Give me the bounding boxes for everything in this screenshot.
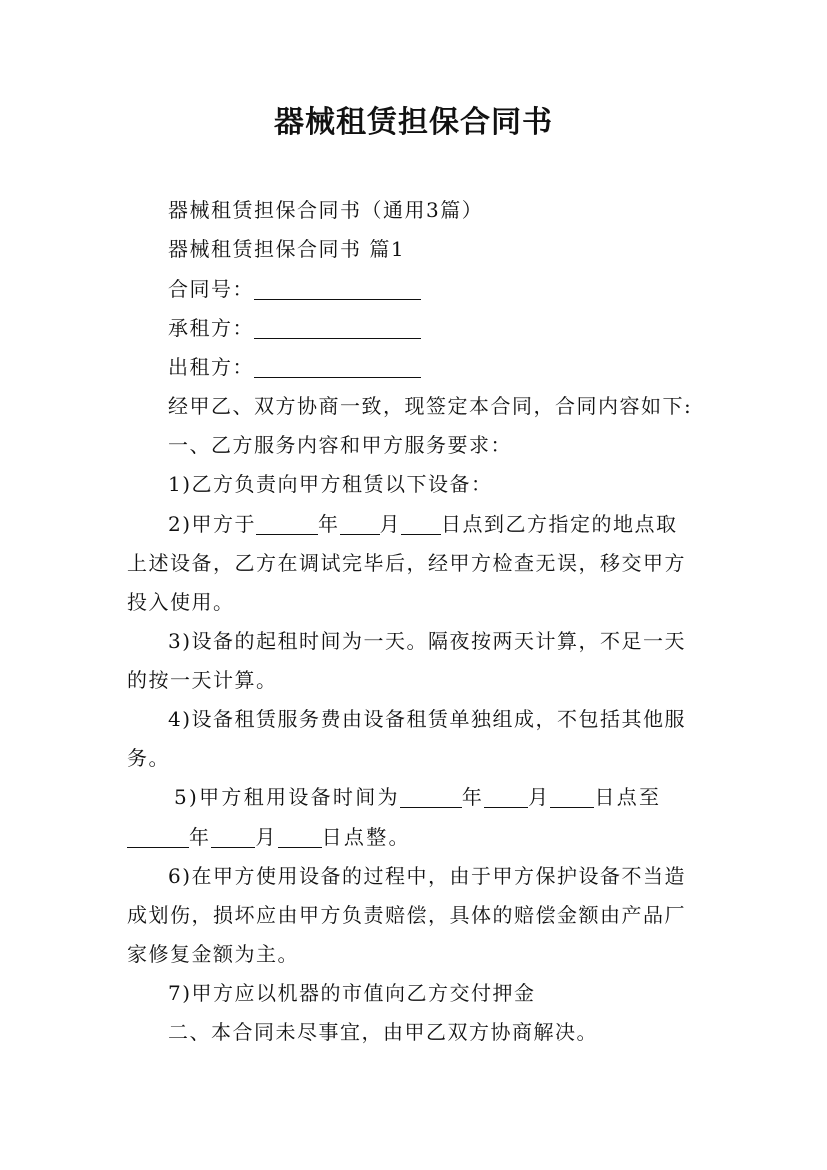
intro-paragraph: 经甲乙、双方协商一致，现签定本合同，合同内容如下:	[168, 394, 693, 418]
item-5-text-g: 日点整。	[321, 825, 411, 849]
start-day-blank	[550, 781, 594, 808]
item-7: 7)甲方应以机器的市值向乙方交付押金	[168, 981, 536, 1005]
item-5-text-d: 日点至	[594, 785, 662, 809]
item-3-line-2: 的按一天计算。	[127, 668, 278, 692]
day-blank	[401, 508, 441, 535]
item-6-line-1: 6)在甲方使用设备的过程中，由于甲方保护设备不当造	[168, 864, 687, 888]
document-title: 器械租赁担保合同书	[274, 105, 553, 140]
lessee-label: 承租方：	[168, 316, 254, 340]
contract-number-blank	[254, 273, 421, 300]
item-4-line-1: 4)设备租赁服务费由设备租赁单独组成，不包括其他服	[168, 707, 687, 731]
contract-number-field	[168, 270, 421, 308]
lessor-field	[168, 348, 421, 386]
item-2-month-label: 月	[379, 512, 402, 536]
item-2-year-label: 年	[318, 512, 340, 536]
contract-number-label: 合同号：	[168, 277, 254, 301]
item-5-end-year-label: 年	[189, 825, 212, 849]
item-2-line-1	[168, 505, 678, 543]
item-5-text-a: 5)甲方租用设备时间为	[174, 785, 400, 809]
part1-heading: 一、乙方服务内容和甲方服务要求：	[168, 433, 512, 457]
item-6-line-3: 家修复金额为主。	[127, 942, 299, 966]
year-blank	[256, 508, 318, 535]
item-5-line-1	[174, 778, 661, 816]
month-blank	[340, 508, 380, 535]
item-5-end-month-label: 月	[255, 825, 278, 849]
document-subtitle: 器械租赁担保合同书（通用3篇）	[168, 198, 484, 222]
item-5-month-label: 月	[528, 785, 551, 809]
section-heading: 器械租赁担保合同书 篇1	[168, 237, 406, 261]
item-1: 1)乙方负责向甲方租赁以下设备：	[168, 472, 493, 496]
item-2-line-2: 上述设备，乙方在调试完毕后，经甲方检查无误，移交甲方	[127, 551, 686, 575]
lessee-field	[168, 309, 421, 347]
lessee-blank	[254, 312, 421, 339]
end-day-blank	[278, 821, 322, 848]
item-4-line-2: 务。	[127, 746, 170, 770]
lessor-label: 出租方：	[168, 355, 254, 379]
part2-paragraph: 二、本合同未尽事宜，由甲乙双方协商解决。	[168, 1020, 598, 1044]
item-6-line-2: 成划伤，损坏应由甲方负责赔偿，具体的赔偿金额由产品厂	[127, 903, 686, 927]
item-2-text-d: 日点到乙方指定的地点取	[441, 512, 678, 536]
item-3-line-1: 3)设备的起租时间为一天。隔夜按两天计算，不足一天	[168, 629, 687, 653]
item-2-line-3: 投入使用。	[127, 590, 235, 614]
end-month-blank	[211, 821, 255, 848]
end-year-blank	[127, 821, 189, 848]
start-month-blank	[484, 781, 528, 808]
item-2-text-a: 2)甲方于	[168, 512, 257, 536]
item-5-line-2	[127, 818, 411, 856]
lessor-blank	[254, 351, 421, 378]
start-year-blank	[400, 781, 462, 808]
item-5-year-label: 年	[461, 785, 485, 809]
